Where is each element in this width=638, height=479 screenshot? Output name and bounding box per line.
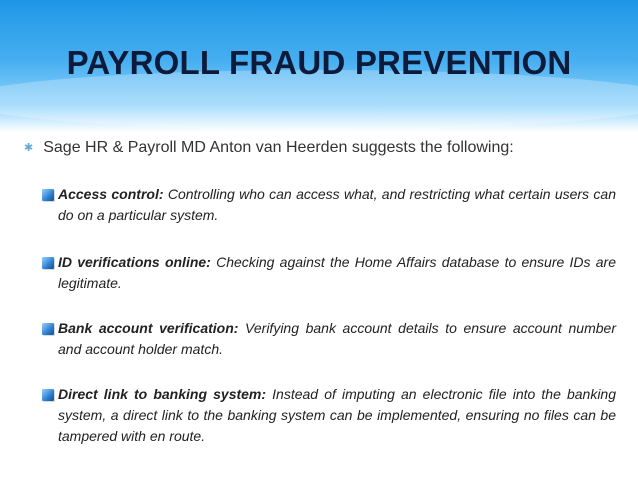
list-item-content: [58, 252, 616, 294]
list-item-text: Checking against the Home Affairs database to ensure IDs are legitimate.: [58, 254, 616, 291]
list-item-text: Controlling who can access what, and restricting what certain users can do on a particular system.: [58, 186, 616, 223]
list-item: [42, 318, 616, 360]
checkbox-bullet-icon: [42, 323, 54, 335]
list-item: [42, 384, 616, 447]
list-item-content: [58, 184, 616, 226]
checkbox-bullet-icon: [42, 389, 54, 401]
intro-line: [24, 139, 624, 157]
checkbox-bullet-icon: [42, 257, 54, 269]
list-item-term: Direct link to banking system:: [58, 386, 267, 402]
list-item-content: [58, 318, 616, 360]
list-item-text: Verifying bank account details to ensure account number and account holder match.: [58, 320, 616, 357]
checkbox-bullet-icon: [42, 189, 54, 201]
list-item: [42, 184, 616, 226]
intro-text: Sage HR & Payroll MD Anton van Heerden suggests the following:: [43, 139, 514, 156]
asterisk-bullet-icon: ✱: [24, 142, 34, 154]
slide-title: PAYROLL FRAUD PREVENTION: [66, 44, 572, 81]
list-item-term: ID verifications online:: [58, 254, 211, 270]
list-item-content: [58, 384, 616, 447]
list-item-term: Access control:: [58, 186, 164, 202]
list-item: [42, 252, 616, 294]
list-item-term: Bank account verification:: [58, 320, 239, 336]
list-item-text: Instead of imputing an electronic file into the banking system, a direct link to the banking system can be implemented, ensuring no files can be tampered with en route.: [58, 386, 616, 444]
